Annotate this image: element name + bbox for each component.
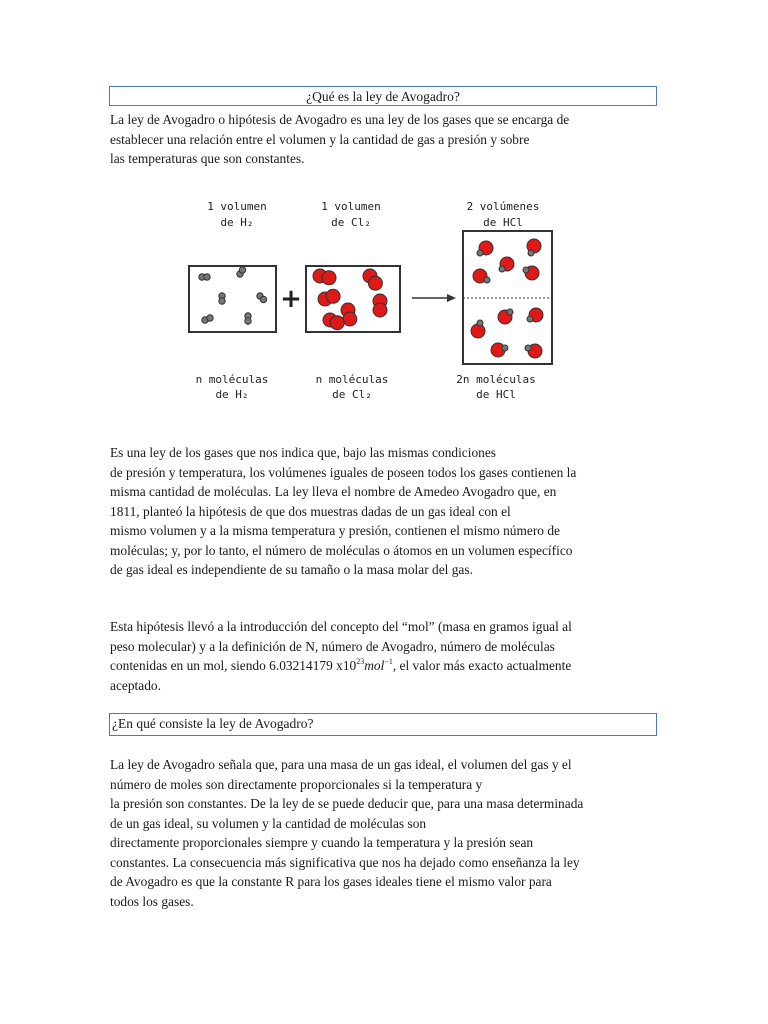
text-line: La ley de Avogadro o hipótesis de Avogadro es una ley de los gases que se encarga de — [110, 112, 570, 127]
text-line: mismo volumen y a la misma temperatura y presión, contienen el mismo número de — [110, 523, 560, 538]
text-line: Es una ley de los gases que nos indica que, bajo las mismas condiciones — [110, 445, 497, 460]
hydrogen-atom — [525, 345, 531, 351]
hydrogen-atom — [245, 318, 251, 324]
avogadro-number-suffix: , el valor más exacto actualmente — [392, 658, 572, 673]
hydrogen-atom — [528, 250, 534, 256]
text-line: todos los gases. — [110, 893, 194, 909]
avogadro-reaction-diagram — [180, 192, 580, 412]
chlorine-atom — [373, 303, 387, 317]
avogadro-number-text: contenidas en un mol, siendo 6.03214179 x10 — [110, 658, 357, 673]
text-line: moléculas; y, por lo tanto, el número de moléculas o átomos en un volumen específico — [110, 542, 573, 558]
hydrogen-atom — [204, 274, 210, 280]
avogadro-number-line — [110, 656, 662, 676]
h2-molecules-label: n moléculas — [195, 373, 269, 386]
reaction-arrowhead — [447, 294, 456, 302]
text-line: peso molecular) y a la definición de N, número de Avogadro, número de moléculas — [110, 638, 555, 654]
text-line: las temperaturas que son constantes. — [110, 151, 305, 166]
plus-sign: + — [280, 284, 302, 314]
chlorine-atom — [343, 312, 357, 326]
text-line: de Avogadro es que la constante R para los gases ideales tiene el mismo valor para — [110, 874, 552, 889]
text-line: misma cantidad de moléculas. La ley lleva el nombre de Amedeo Avogadro que, en — [110, 484, 557, 499]
hydrogen-atom — [239, 267, 245, 273]
text-line: 1811, planteó la hipótesis de que dos muestras dadas de un gas ideal con el — [110, 503, 511, 519]
hydrogen-atom — [523, 267, 529, 273]
hydrogen-atom — [477, 250, 483, 256]
hydrogen-atom — [260, 296, 266, 302]
exponent-23: 23 — [356, 657, 365, 666]
h2-molecules-label-2: de H₂ — [215, 388, 249, 401]
text-line: número de moles son directamente proporcionales si la temperatura y — [110, 776, 483, 792]
section-heading-que-es: ¿Qué es la ley de Avogadro? — [109, 86, 657, 106]
hydrogen-atom — [477, 320, 483, 326]
exponent-minus-1: −1 — [384, 657, 393, 666]
chlorine-atom — [368, 276, 382, 290]
chlorine-atom — [326, 289, 340, 303]
hydrogen-atom — [219, 298, 225, 304]
chlorine-atom — [471, 324, 485, 338]
hydrogen-atom — [499, 266, 505, 272]
hydrogen-atom — [484, 277, 490, 283]
hydrogen-atom — [507, 309, 513, 315]
mol-unit: mol — [364, 658, 385, 673]
mol-paragraph — [110, 617, 662, 695]
intro-paragraph — [110, 110, 662, 169]
text-line: de un gas ideal, su volumen y la cantidad de moléculas son — [110, 815, 427, 831]
cl2-volume-label-2: de Cl₂ — [331, 216, 371, 229]
hcl-volume-label: 2 volúmenes — [466, 200, 540, 213]
text-line: establecer una relación entre el volumen y la cantidad de gas a presión y sobre — [110, 131, 530, 147]
hydrogen-atom — [527, 316, 533, 322]
text-line: La ley de Avogadro señala que, para una masa de un gas ideal, el volumen del gas y el — [110, 757, 572, 772]
text-line: de presión y temperatura, los volúmenes iguales de poseen todos los gases contienen la — [110, 464, 577, 480]
hcl-volume-label-2: de HCl — [483, 216, 523, 229]
hcl-molecules-label-2: de HCl — [476, 388, 516, 401]
chlorine-atom — [330, 316, 344, 330]
text-line: Esta hipótesis llevó a la introducción del concepto del “mol” (masa en gramos igual al — [110, 619, 572, 634]
text-line: constantes. La consecuencia más significativa que nos ha dejado como enseñanza la ley — [110, 854, 580, 870]
consequence-paragraph — [110, 755, 662, 911]
section-heading-en-que-consiste: ¿En qué consiste la ley de Avogadro? — [109, 713, 657, 736]
chlorine-atom — [322, 271, 336, 285]
h2-volume-label-2: de H₂ — [220, 216, 254, 229]
hydrogen-atom — [207, 315, 213, 321]
text-line: la presión son constantes. De la ley de se puede deducir que, para una masa determinada — [110, 796, 584, 811]
text-line: directamente proporcionales siempre y cuando la temperatura y la presión sean — [110, 835, 534, 850]
explanation-paragraph — [110, 443, 662, 580]
text-line: de gas ideal es independiente de su tamaño o la masa molar del gas. — [110, 562, 473, 577]
cl2-molecules-label: n moléculas — [315, 373, 389, 386]
cl2-molecules-label-2: de Cl₂ — [332, 388, 372, 401]
text-line: aceptado. — [110, 677, 161, 693]
hydrogen-atom — [502, 345, 508, 351]
cl2-volume-label: 1 volumen — [321, 200, 381, 213]
h2-volume-label: 1 volumen — [207, 200, 267, 213]
hcl-molecules-label: 2n moléculas — [456, 373, 536, 386]
